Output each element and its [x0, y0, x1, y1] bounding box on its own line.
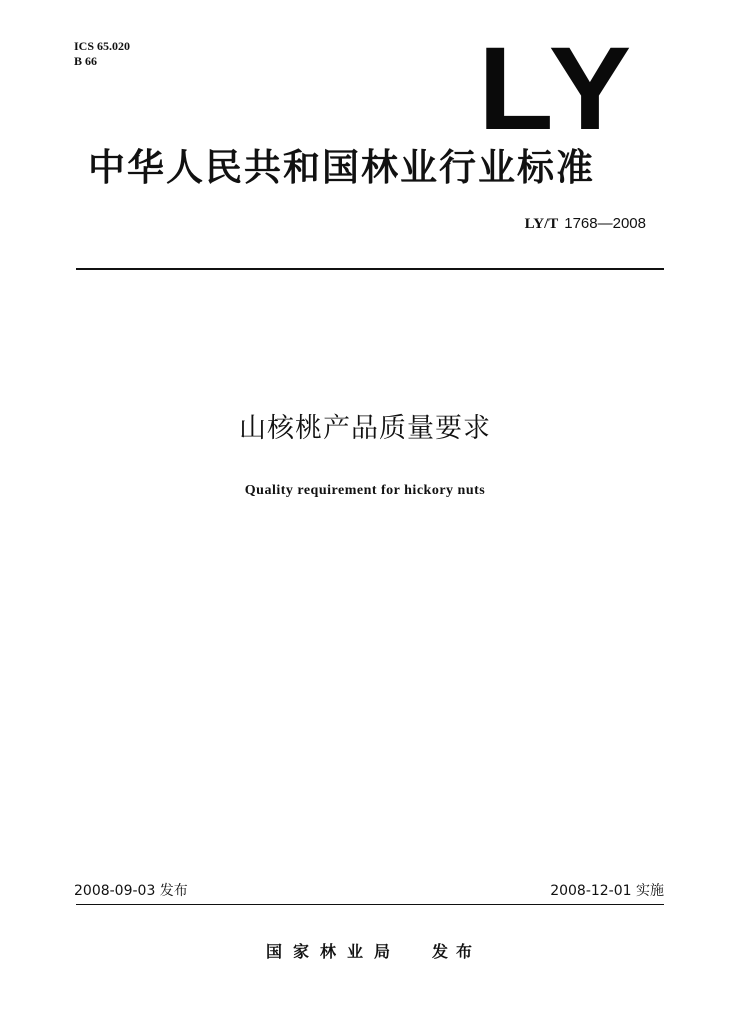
agency-title: 中华人民共和国林业行业标准 [88, 146, 595, 189]
standard-number [525, 215, 646, 233]
english-title: Quality requirement for hickory nuts [244, 483, 486, 498]
implementation-date: 2008-12-01 实施 [550, 883, 664, 899]
standard-code: 1768—2008 [564, 215, 646, 232]
standard-prefix: LY/T [524, 216, 559, 232]
ccs-code: B 66 [74, 54, 98, 68]
standard-logo: LY [478, 23, 638, 155]
issue-date: 2008-09-03 发布 [74, 883, 188, 899]
publisher-name: 国家林业局 [266, 942, 402, 961]
header-divider [76, 268, 664, 270]
ics-code: ICS 65.020 [74, 39, 131, 53]
chinese-title: 山核桃产品质量要求 [239, 413, 491, 444]
footer-divider [76, 904, 664, 905]
publish-label: 发布 [432, 942, 481, 961]
